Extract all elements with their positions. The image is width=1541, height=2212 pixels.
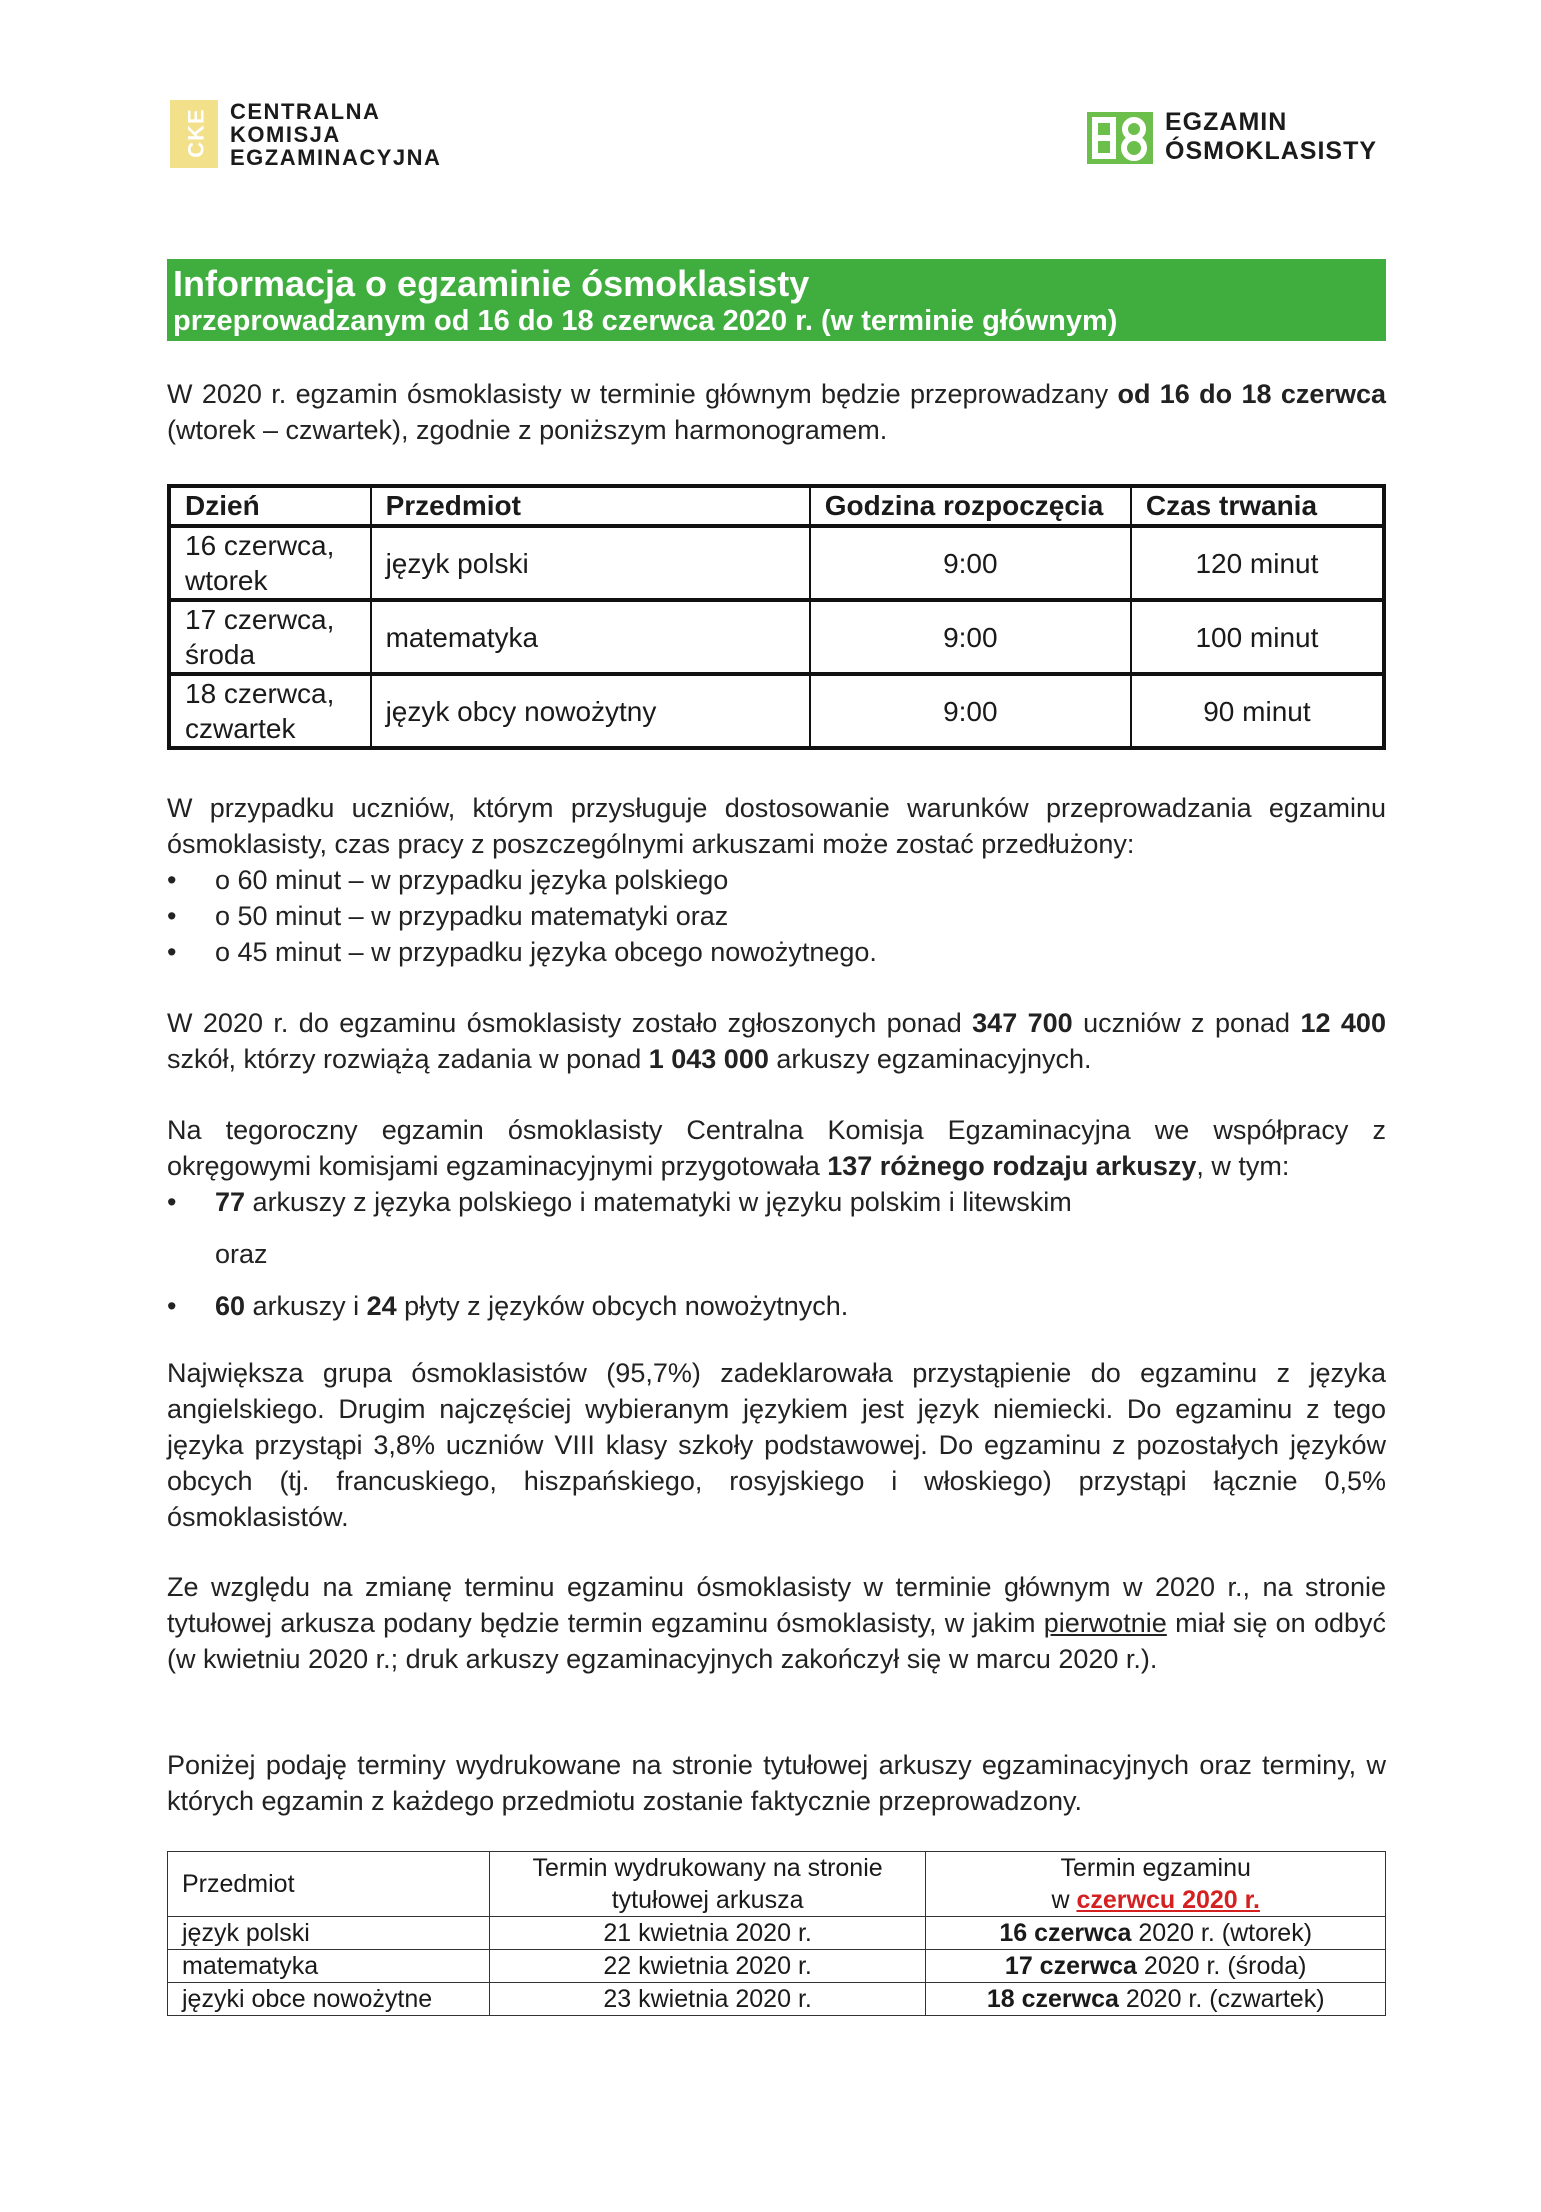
subject-cell: języki obce nowożytne [168,1983,490,2016]
page-title: Informacja o egzaminie ósmoklasisty [173,263,810,304]
below-paragraph [167,1747,1386,1819]
stats-students: 347 700 [972,1008,1073,1038]
subject-cell: język polski [371,526,810,600]
day-cell [169,600,371,674]
header-exam-line2 [940,1884,1371,1916]
sheets-count: 137 różnego rodzaju arkuszy [827,1151,1197,1181]
exam-rest: 2020 r. (środa) [1136,1952,1307,1980]
adjustment-text: W przypadku uczniów, którym przysługuje dostosowanie warunków przeprowadzania egzaminu ósmoklasisty, czas pracy z poszczególnymi arkuszami może zostać przedłużony: [167,793,1386,859]
stats-sheets: 1 043 000 [648,1044,769,1074]
languages-paragraph [167,1355,1386,1535]
stats-schools: 12 400 [1300,1008,1386,1038]
below-text: Poniżej podaję terminy wydrukowane na stronie tytułowej arkuszy egzaminacyjnych oraz terminy, w których egzamin z każdego przedmiotu zostanie faktycznie przeprowadzony. [167,1750,1386,1816]
cke-line-3: EGZAMINACYJNA [230,145,442,170]
subject-cell: matematyka [168,1950,490,1983]
list-item [167,1288,1386,1324]
table-row [168,1917,1386,1950]
cke-logo-letters: CKE [183,108,209,158]
duration-cell: 90 minut [1131,674,1384,748]
start-cell: 9:00 [810,600,1131,674]
dates-header-row [168,1852,1386,1917]
sheets-item-discs: 24 [366,1291,397,1321]
exam-date: 17 czerwca [1004,1952,1137,1980]
printed-cell: 23 kwietnia 2020 r. [489,1983,926,2016]
schedule-header-row [169,486,1384,526]
day-date: 17 czerwca, [185,604,335,635]
stats-paragraph [167,1005,1386,1077]
change-paragraph [167,1569,1386,1677]
oraz-text: oraz [215,1239,268,1269]
table-row [169,674,1384,748]
header-subject: Przedmiot [168,1852,490,1917]
day-weekday: wtorek [185,565,268,596]
day-weekday: czwartek [185,713,296,744]
list-item: • o 60 minut – w przypadku języka polskiego [167,862,1386,898]
change-underline: pierwotnie [1043,1608,1167,1638]
header-duration: Czas trwania [1131,486,1384,526]
table-row [168,1983,1386,2016]
e8-line-1: EGZAMIN [1165,108,1288,136]
intro-text: W 2020 r. egzamin ósmoklasisty w terminie głównym będzie przeprowadzany [167,379,1118,409]
day-cell [169,526,371,600]
day-weekday: środa [185,639,256,670]
day-date: 18 czerwca, [185,678,335,709]
stats-text: uczniów z ponad [1072,1008,1301,1038]
dates-table [167,1851,1386,2016]
sheets-section [167,1112,1386,1324]
duration-cell: 120 minut [1131,526,1384,600]
page-header [0,0,1541,220]
table-row [168,1950,1386,1983]
exam-cell [926,1983,1386,2016]
list-connector [167,1220,1386,1288]
exam-date: 16 czerwca [999,1919,1132,1947]
exam-date: 18 czerwca [986,1985,1119,2013]
header-printed [489,1852,926,1917]
duration-cell: 100 minut [1131,600,1384,674]
header-exam-line1: Termin egzaminu [1060,1854,1251,1882]
subject-cell: matematyka [371,600,810,674]
list-item: • o 50 minut – w przypadku matematyki oraz [167,898,1386,934]
printed-cell: 22 kwietnia 2020 r. [489,1950,926,1983]
exam-cell [926,1950,1386,1983]
e8-line-2: ÓSMOKLASISTY [1165,137,1378,165]
intro-dates: od 16 do 18 czerwca [1117,379,1386,409]
subject-cell: język obcy nowożytny [371,674,810,748]
change-text-end: miał się on odbyć (w kwietniu 2020 r.; druk arkuszy egzaminacyjnych zakończył się w marcu 2020 r.). [167,1608,1386,1674]
exam-rest: 2020 r. (wtorek) [1131,1919,1313,1947]
sheets-item-text: arkuszy z języka polskiego i matematyki w języku polskim i litewskim [245,1187,1072,1217]
intro-paragraph [167,376,1386,448]
subject-cell: język polski [168,1917,490,1950]
header-subject: Przedmiot [371,486,810,526]
sheets-item-count: 60 [215,1291,246,1321]
e8-logo-text [1165,108,1377,166]
stats-text: W 2020 r. do egzaminu ósmoklasisty zostało zgłoszonych ponad [167,1008,973,1038]
day-date: 16 czerwca, [185,530,335,561]
sheets-item-text: arkuszy i [245,1291,367,1321]
sheets-item-text: płyty z języków obcych nowożytnych. [396,1291,849,1321]
table-row [169,526,1384,600]
stats-text: szkół, którzy rozwiążą zadania w ponad [167,1044,649,1074]
adjustment-section [167,790,1386,970]
sheets-text: Na tegoroczny egzamin ósmoklasisty Centralna Komisja Egzaminacyjna we współpracy z okręgowymi komisjami egzaminacyjnymi przygotowała [167,1115,1386,1181]
table-row [169,600,1384,674]
stats-text: arkuszy egzaminacyjnych. [768,1044,1092,1074]
intro-text-end: (wtorek – czwartek), zgodnie z poniższym harmonogramem. [167,415,888,445]
header-day: Dzień [169,486,371,526]
cke-logo-text [230,100,441,169]
start-cell: 9:00 [810,526,1131,600]
e8-logo-icon [1087,112,1153,164]
start-cell: 9:00 [810,674,1131,748]
header-start: Godzina rozpoczęcia [810,486,1131,526]
title-bar [167,259,1386,341]
schedule-table [167,484,1386,750]
cke-line-1: CENTRALNA [230,99,381,124]
day-cell [169,674,371,748]
header-exam-prefix: w [1051,1886,1077,1914]
cke-line-2: KOMISJA [230,122,341,147]
change-text: Ze względu na zmianę terminu egzaminu ósmoklasisty w terminie głównym w 2020 r., na stronie tytułowej arkusza podany będzie termin egzaminu ósmoklasisty, w jakim [167,1572,1386,1638]
cke-logo-icon [170,100,218,168]
header-printed-line2: tytułowej arkusza [611,1886,804,1914]
header-exam-month: czerwcu 2020 r. [1076,1886,1260,1914]
page-subtitle: przeprowadzanym od 16 do 18 czerwca 2020 r. (w terminie głównym) [173,305,1118,337]
list-item [167,1184,1386,1220]
sheets-item-count: 77 [215,1187,246,1217]
printed-cell: 21 kwietnia 2020 r. [489,1917,926,1950]
sheets-text-end: , w tym: [1196,1151,1290,1181]
header-printed-line1: Termin wydrukowany na stronie [532,1854,883,1882]
header-exam [926,1852,1386,1917]
languages-text: Największa grupa ósmoklasistów (95,7%) zadeklarowała przystąpienie do egzaminu z języka angielskiego. Drugim najczęściej wybieranym językiem jest język niemiecki. Do egzaminu z tego języka przystąpi 3,8% uczniów VIII klasy szkoły podstawowej. Do egzaminu z pozostałych języków obcych (tj. francuskiego, hiszpańskiego, rosyjskiego i włoskiego) przystąpi łącznie 0,5% ósmoklasistów. [167,1358,1386,1532]
list-item: • o 45 minut – w przypadku języka obcego nowożytnego. [167,934,1386,970]
exam-rest: 2020 r. (czwartek) [1118,1985,1325,2013]
sheets-list [167,1184,1386,1324]
exam-cell [926,1917,1386,1950]
adjustment-list [167,862,1386,970]
